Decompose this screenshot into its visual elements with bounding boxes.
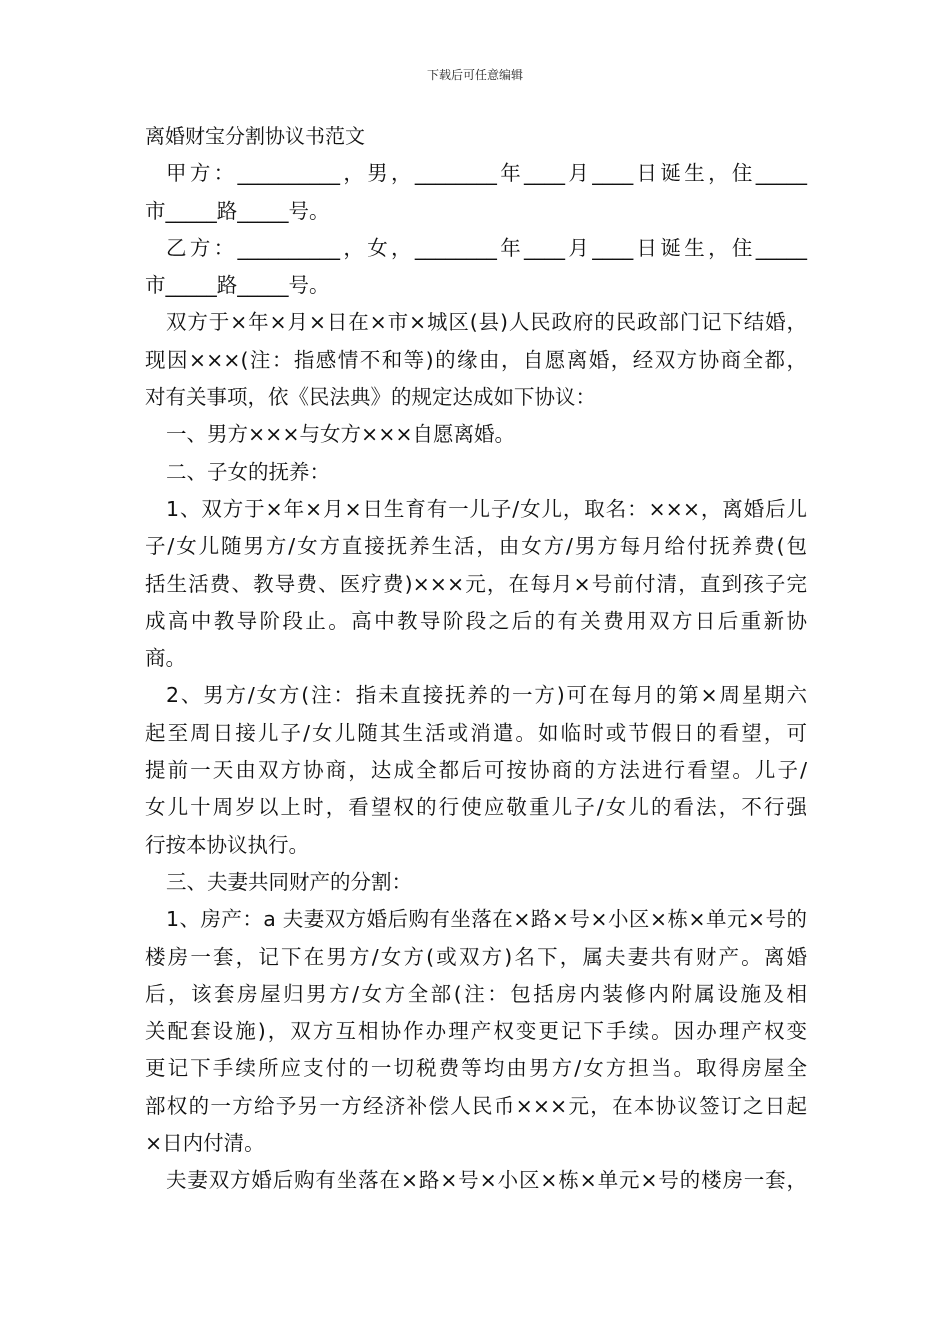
text-line: 楼房一套，记下在男方/女方(或双方)名下，属夫妻共有财产。离婚 (145, 944, 807, 969)
text-line: 提前一天由双方协商，达成全都后可按协商的方法进行看望。儿子/ (145, 758, 807, 783)
text-line: 1、房产：a 夫妻双方婚后购有坐落在×路×号×小区×栋×单元×号的 (166, 907, 807, 932)
text-line: 乙方：__________，女，________年____月____日诞生，住_____ (166, 235, 807, 260)
text-line: 2、男方/女方(注：指未直接抚养的一方)可在每月的第×周星期六 (166, 683, 807, 708)
text-line: 现因×××(注：指感情不和等)的缘由，自愿离婚，经双方协商全都， (145, 347, 807, 372)
text-line: 关配套设施)，双方互相协作办理产权变更记下手续。因办理产权变 (145, 1019, 807, 1044)
text-line: 后，该套房屋归男方/女方全部(注：包括房内装修内附属设施及相 (145, 981, 807, 1006)
text-line: 三、夫妻共同财产的分割： (166, 869, 412, 894)
text-line: 双方于×年×月×日在×市×城区(县)人民政府的民政部门记下结婚， (166, 310, 807, 335)
text-line: 一、男方×××与女方×××自愿离婚。 (166, 422, 516, 447)
text-line: 起至周日接儿子/女儿随其生活或消遣。如临时或节假日的看望，可 (145, 720, 807, 745)
text-line: 商。 (145, 646, 186, 671)
text-line: 甲方：__________，男，________年____月____日诞生，住_____ (166, 161, 807, 186)
text-line: 对有关事项，依《民法典》的规定达成如下协议： (145, 385, 596, 410)
document-body (145, 118, 807, 1200)
text-line: 更记下手续所应支付的一切税费等均由男方/女方担当。取得房屋全 (145, 1056, 807, 1081)
text-line: 夫妻双方婚后购有坐落在×路×号×小区×栋×单元×号的楼房一套， (166, 1168, 807, 1193)
text-line: 子/女儿随男方/女方直接抚养生活，由女方/男方每月给付抚养费(包 (145, 534, 807, 559)
document-title: 离婚财宝分割协议书范文 (145, 124, 365, 148)
text-line: 市_____路_____号。 (145, 198, 330, 223)
text-line: 市_____路_____号。 (145, 273, 330, 298)
paragraph-lines (145, 155, 807, 1199)
text-line: 1、双方于×年×月×日生育有一儿子/女儿，取名：×××，离婚后儿 (166, 496, 807, 521)
text-line: 行按本协议执行。 (145, 832, 309, 857)
text-line: 女儿十周岁以上时，看望权的行使应敬重儿子/女儿的看法，不行强 (145, 795, 807, 820)
text-line: 成高中教导阶段止。高中教导阶段之后的有关费用双方日后重新协 (145, 608, 807, 633)
text-line: 部权的一方给予另一方经济补偿人民币×××元，在本协议签订之日起 (145, 1093, 807, 1118)
text-line: 括生活费、教导费、医疗费)×××元，在每月×号前付清，直到孩子完 (145, 571, 807, 596)
text-line: ×日内付清。 (145, 1131, 265, 1156)
text-line: 二、子女的抚养： (166, 459, 330, 484)
page-header: 下载后可任意编辑 (426, 68, 523, 82)
